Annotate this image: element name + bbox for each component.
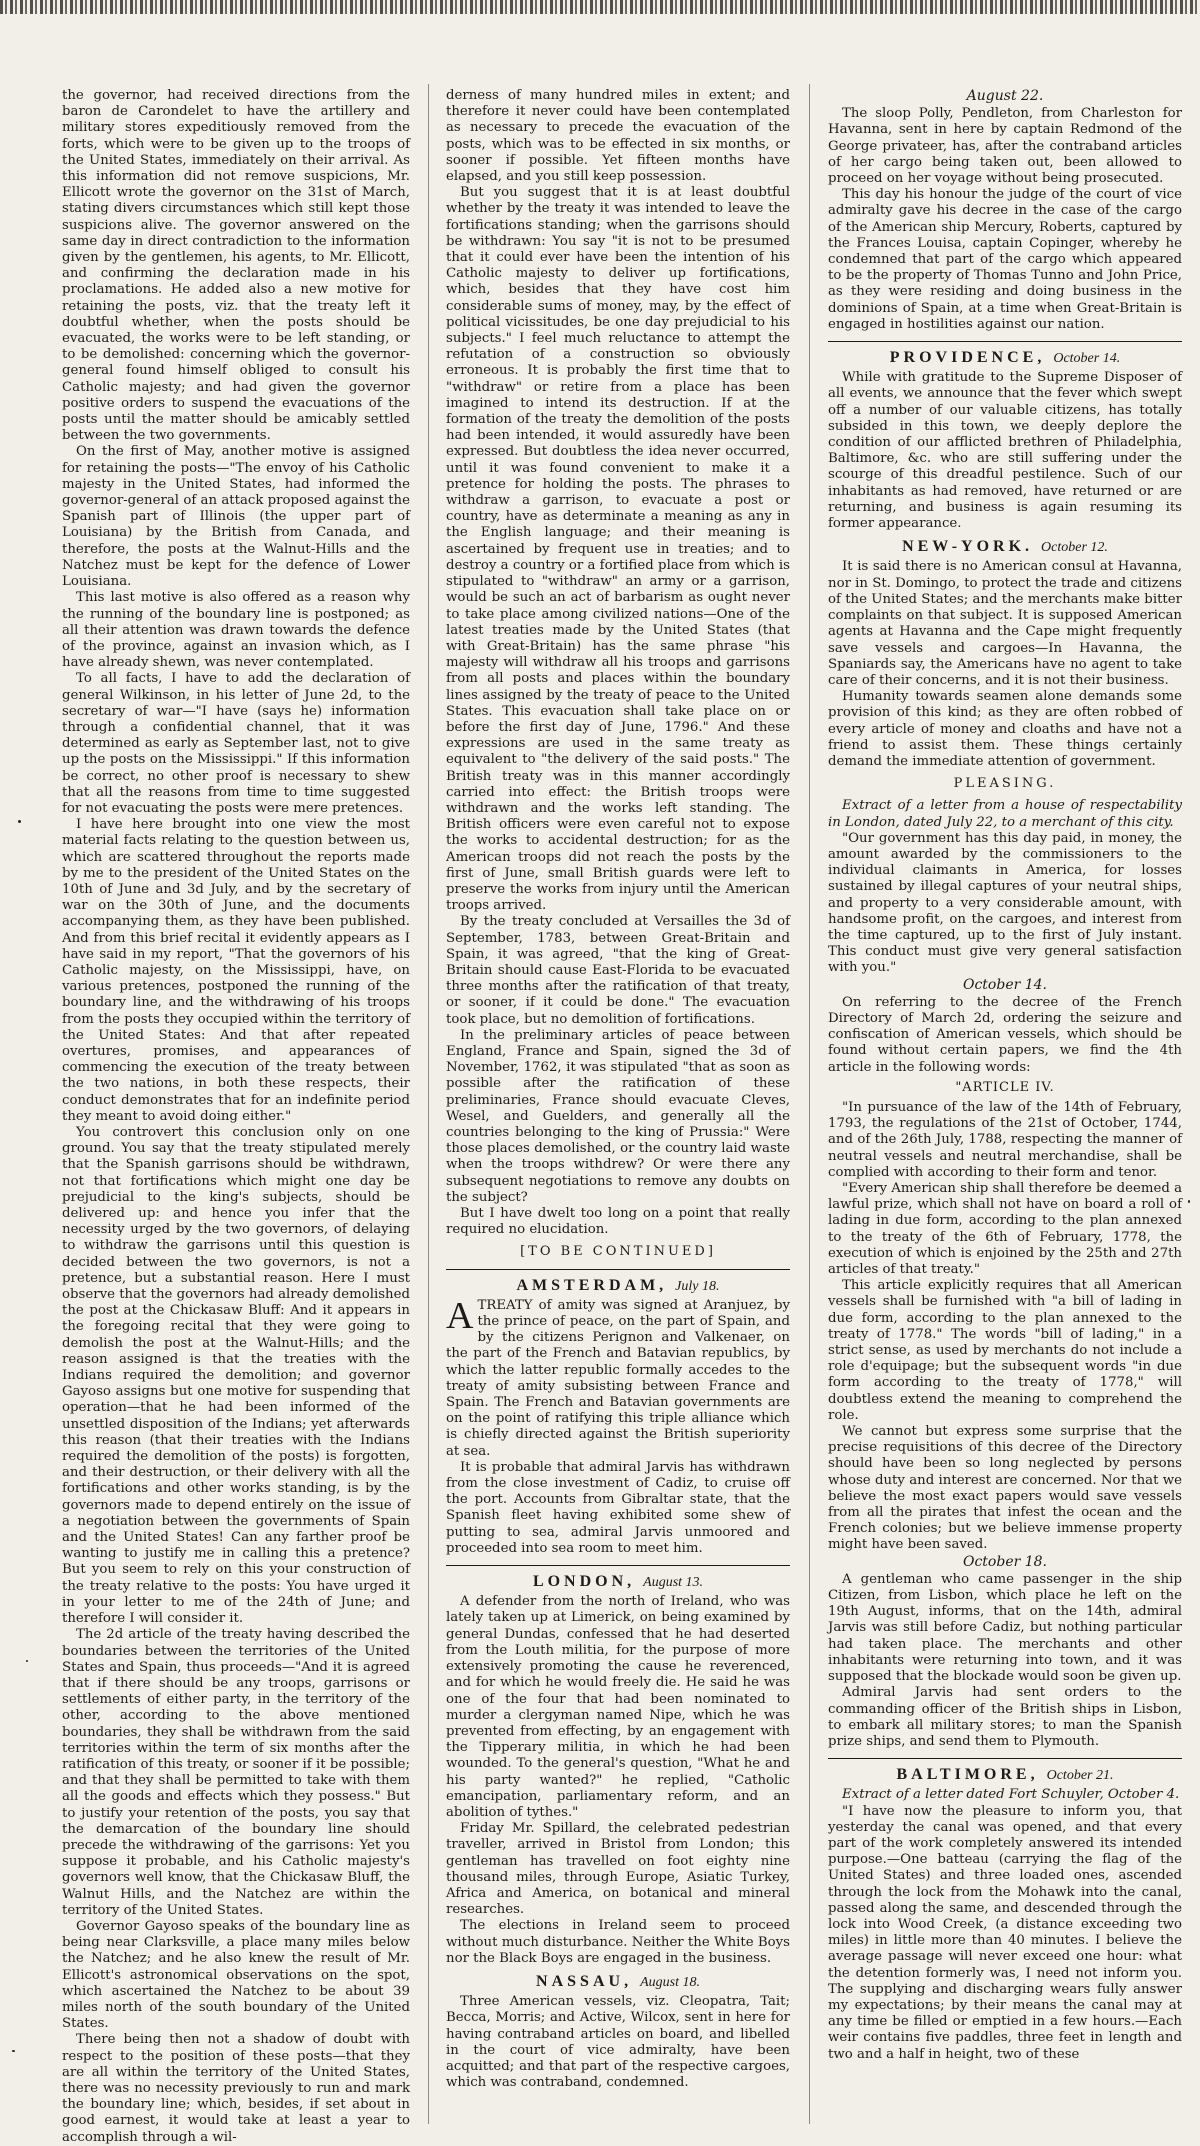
providence-dateline	[828, 350, 1182, 367]
col2-para: But you suggest that it is at least doubtful whether by the treaty it was intended to leave the fortifications standing; when the garrisons should be withdrawn: You say "it is not to be presumed that it could ever have been the intention of his Catholic majesty to deliver up fortifications, which, besides that they have cost him considerable sums of money, may, by the effect of political vicissitudes, be one day prejudicial to his subjects." I feel much reluctance to attempt the refutation of a construction so obviously erroneous. It is probably the first time that to "withdraw" or retire from a place has been imagined to intend its destruction. If at the formation of the treaty the demolition of the posts had been intended, it would assuredly have been expressed. But doubtless the idea never occurred, until it was found convenient to make it a pretence for holding the posts. The phrases to withdraw a garrison, to evacuate a post or country, have as determinate a meaning as any in the English language; and their meaning is ascertained by frequent use in treaties; and to destroy a country or a fortified place from which is stipulated to "withdraw" an army or a garrison, would be such an act of barbarism as ought never to take place among civilized nations—One of the latest treaties made by the United States (that with Great-Britain) has the same phrase "his majesty will withdraw all his troops and garrisons from all posts and places within the boundary lines assigned by the treaty of peace to the United States. This evacuation shall take place on or before the first day of June, 1796." And these expressions are used in the same treaty as equivalent to "the delivery of the said posts." The British treaty was in this manner accordingly carried into effect: the British troops were withdrawn and the works left standing. The British officers were even careful not to expose the works to accidental destruction; for as the American troops did not reach the posts by the first of June, small British guards were left to preserve the works from injury until the American troops arrived.	[446, 185, 790, 914]
col1-para: You controvert this conclusion only on one ground. You say that the treaty stipulated merely that the Spanish garrisons should be withdrawn, not that fortifications which might one day be prejudicial to the king's subjects, should be delivered up: and hence you infer that the necessity urged by the two governors, of delaying to withdraw the garrisons until this question is decided between the two governors, is not a pretence, but a substantial reason. Here I must observe that the governors had already demolished the post at the Chickasaw Bluff: And it appears in the foregoing recital that they were going to demolish the post at the Walnut-Hills; and the reason assigned is that the treaties with the Indians required the demolition; and governor Gayoso assigns but one motive for suspending that operation—that he had been informed of the unsettled disposition of the Indians; yet afterwards this reason (that their treaties with the Indians required the demolition of the posts) is forgotten, and their destruction, or their delivery with all the fortifications and other works standing, is by the governors made to depend entirely on the issue of a negotiation between the governments of Spain and the United States! Can any farther proof be wanting to justify me in calling this a pretence? But you seem to rely on this your construction of the treaty relative to the posts: You have urged it in your letter to me of the 24th of June; and therefore I will consider it.	[62, 1125, 410, 1627]
london-place: LONDON,	[532, 1573, 636, 1591]
article-iv-head: "ARTICLE IV.	[955, 1079, 1055, 1095]
col2-para: derness of many hundred miles in extent; and therefore it never could have been contemplated as necessary to precede the evacuation of the posts, which was to be effected in six months, or sooner if possible. Yet fifteen months have elapsed, and you still keep possession.	[446, 88, 790, 185]
london-para: The elections in Ireland seem to proceed without much disturbance. Neither the White Boys nor the Black Boys are engaged in the business.	[446, 1918, 790, 1966]
col1-para: On the first of May, another motive is assigned for retaining the posts—"The envoy of his Catholic majesty in the United States, had informed the governor-general of an attack proposed against the Spanish part of Illinois (the upper part of Louisiana) by the British from Canada, and therefore, the posts at the Walnut-Hills and the Natchez must be kept for the defence of Lower Louisiana.	[62, 444, 410, 590]
amsterdam-para-text: TREATY of amity was signed at Aranjuez, by the prince of peace, on the part of Spain, and by the citizens Perignon and Valkenaer, on the part of the French and Batavian republics, by which the latter republic formally accedes to the treaty of amity subsisting between France and Spain. The French and Batavian governments are on the point of ratifying this triple alliance which is chiefly directed against the British superiority at sea.	[446, 1297, 790, 1459]
nassau-para: Three American vessels, viz. Cleopatra, Tait; Becca, Morris; and Active, Wilcox, sent in here for having contraband articles on board, and libelled in the court of vice admiralty, have been acquitted; and that part of the respective cargoes, which was contraband, condemned.	[446, 1994, 790, 2091]
london-dateline	[446, 1574, 790, 1591]
article-para: This article explicitly requires that all American vessels shall be furnished with "a bill of lading in due form, according to the plan annexed to the treaty of 1778." The words "bill of lading," in a strict sense, as used by merchants do not include a role d'equipage; but the subsequent words "in due form according to the treaty of 1778," will doubtless extend the meaning to comprehend the role.	[828, 1278, 1182, 1423]
col1-para: This last motive is also offered as a reason why the running of the boundary line is postponed; as all their attention was drawn towards the defence of the province, against an invasion which, as I have already shewn, was never contemplated.	[62, 590, 410, 671]
column-3	[828, 88, 1182, 2063]
col1-para: There being then not a shadow of doubt with respect to the position of these posts—that they are all within the territory of the United States, there was no necessity previously to run and mark the boundary line; which, besides, if set about in good earnest, it would take at least a year to accomplish through a wil-	[62, 2032, 410, 2145]
col1-para: To all facts, I have to add the declaration of general Wilkinson, in his letter of June 2d, to the secretary of war—"I have (says he) information through a confidential channel, that it was determined as early as September last, not to give up the posts on the Mississippi." If this information be correct, no other proof is necessary to shew that all the reasons from time to time suggested for not evacuating the posts were mere pretences.	[62, 671, 410, 816]
nassau-dateline	[446, 1974, 790, 1991]
providence-para: While with gratitude to the Supreme Disposer of all events, we announce that the fever which swept off a number of our valuable citizens, has totally subsided in this town, we deeply deplore the condition of our afflicted brethren of Philadelphia, Baltimore, &c. who are still suffering under the scourge of this dreadful pestilence. Such of our inhabitants as had removed, have returned or are returning, and business is again resuming its former appearance.	[828, 370, 1182, 532]
oct18-date: October 18.	[962, 1553, 1048, 1570]
oct14-para: On referring to the decree of the French Directory of March 2d, ordering the seizure and confiscation of American vessels, which should be found without certain papers, we find the 4th article in the following words:	[828, 994, 1182, 1075]
pleasing-extract: Extract of a letter from a house of respectability in London, dated July 22, to a merchant of this city.	[828, 798, 1182, 830]
newyork-place: NEW-YORK.	[902, 538, 1034, 556]
aug22-para: The sloop Polly, Pendleton, from Charleston for Havanna, sent in here by captain Redmond of the George privateer, has, after the contraband articles of her cargo being taken out, been allowed to proceed on her voyage without being prosecuted.	[828, 106, 1182, 187]
pleasing-para: "Our government has this day paid, in money, the amount awarded by the commissioners to the individual claimants in America, for losses sustained by illegal captures of your neutral ships, and property to a very considerable amount, with handsome profit, on the cargoes, and interest from the time captured, up to the first of July instant. This conduct must give very general satisfaction with you."	[828, 830, 1182, 976]
section-rule	[446, 1565, 790, 1566]
column-1	[62, 88, 410, 2146]
section-rule	[828, 341, 1182, 342]
pleasing-head: PLEASING.	[953, 776, 1057, 792]
col1-para: I have here brought into one view the most material facts relating to the question between us, which are scattered throughout the reports made by me to the president of the United States on the 10th of June and 3d July, and by the secretary of war on the 30th of June, and the documents accompanying them, as they have been published. And from this brief recital it evidently appears as I have said in my report, "That the governors of his Catholic majesty, on the Mississippi, have, on various pretences, postponed the running of the boundary line, and the withdrawing of his troops from the posts they occupied within the territory of the United States: And that after repeated overtures, promises, and appearances of commencing the execution of the treaty between the two nations, in both these respects, their conduct demonstrates that for an indefinite period they meant to avoid doing either."	[62, 817, 410, 1124]
col2-para: By the treaty concluded at Versailles the 3d of September, 1783, between Great-Britain and Spain, it was agreed, "that the king of Great-Britain should cause East-Florida to be evacuated three months after the ratification of that treaty, or sooner, if it could be done." The evacuation took place, but no demolition of fortifications.	[446, 914, 790, 1027]
newyork-date: October 12.	[1041, 540, 1108, 556]
baltimore-place: BALTIMORE,	[896, 1766, 1039, 1784]
col2-para: But I have dwelt too long on a point that really required no elucidation.	[446, 1206, 790, 1238]
aug22-para: This day his honour the judge of the court of vice admiralty gave his decree in the case of the cargo of the American ship Mercury, Roberts, captured by the Frances Louisa, captain Copinger, whereby he condemned that part of the cargo which appeared to be the property of Thomas Tunno and John Price, as they were residing and doing business in the dominions of Spain, at a time when Great-Britain is engaged in hostilities against our nation.	[828, 187, 1182, 332]
paper-speck	[18, 820, 21, 823]
amsterdam-dateline	[446, 1278, 790, 1295]
col1-para: The 2d article of the treaty having described the boundaries between the territories of the United States and Spain, thus proceeds—"And it is agreed that if there should be any troops, garrisons or settlements of either party, in the territory of the other, according to the above mentioned boundaries, they shall be withdrawn from the said territories within the term of six months after the ratification of this treaty, or sooner if it be possible; and that they shall be permitted to take with them all the goods and effects which they possess." But to justify your retention of the posts, you say that the demarcation of the boundary line should precede the withdrawing of the garrisons: Yet you suppose it probable, and his Catholic majesty's governors well know, that the Chickasaw Bluff, the Walnut Hills, and the Natchez are within the territory of the United States.	[62, 1627, 410, 1918]
london-para: Friday Mr. Spillard, the celebrated pedestrian traveller, arrived in Bristol from London; this gentleman has travelled on foot eighty nine thousand miles, through Europe, Asiatic Turkey, Africa and America, on botanical and mineral researches.	[446, 1821, 790, 1918]
oct18-para: Admiral Jarvis had sent orders to the commanding officer of the British ships in Lisbon, to embark all military stores; to man the Spanish prize ships, and send them to Plymouth.	[828, 1685, 1182, 1749]
nassau-date: August 18.	[640, 1974, 700, 1990]
paper-speck	[26, 1660, 28, 1662]
amsterdam-date: July 18.	[675, 1278, 720, 1294]
paper-speck	[12, 2050, 15, 2052]
col1-para: the governor, had received directions from the baron de Carondelet to have the artillery and military stores expeditiously removed from the forts, which were to be given up to the troops of the United States, immediately on their arrival. As this information did not remove suspicions, Mr. Ellicott wrote the governor on the 31st of March, stating divers circumstances which still kept those suspicions alive. The governor answered on the same day in direct contradiction to the information given by the gentlemen, his agents, to Mr. Ellicott, and confirming the declaration made in his proclamations. He added also a new motive for retaining the posts, viz. that the treaty left it doubtful whether, when the posts should be evacuated, the works were to be left standing, or to be demolished: concerning which the governor-general found himself obliged to consult his Catholic majesty; and had given the governor positive orders to suspend the evacuations of the posts until the matter should be amicably settled between the two governments.	[62, 88, 410, 444]
paper-speck	[1188, 1200, 1190, 1203]
article-para: We cannot but express some surprise that the precise requisitions of this decree of the Directory should have been so long neglected by persons whose duty and interest are concerned. Nor that we believe the most exact papers would save vessels from all the pirates that infest the ocean and the French colonies; but we believe immense property might have been saved.	[828, 1424, 1182, 1553]
col2-para: In the preliminary articles of peace between England, France and Spain, signed the 3d of November, 1762, it was stipulated "that as soon as possible after the ratification of these preliminaries, France should evacuate Cleves, Wesel, and Guelders, and generally all the countries belonging to the king of Prussia:" Were those places demolished, or the country laid waste when the troops withdrew? Or were there any subsequent negotiations to remove any doubts on the subject?	[446, 1027, 790, 1205]
london-para: A defender from the north of Ireland, who was lately taken up at Limerick, on being examined by general Dundas, confessed that he had deserted from the Louth militia, for the purpose of more extensively promoting the cause he reverenced, and for which he would freely die. He said he was one of the four that had been nominated to murder a clergyman named Nipe, which he was prevented from effecting, by an engagement with the Tipperary militia, in which he had been wounded. To the general's question, "What he and his party wanted?" he replied, "Catholic emancipation, parliamentary reform, and an abolition of tythes."	[446, 1594, 790, 1820]
newyork-dateline	[828, 539, 1182, 556]
oct18-para: A gentleman who came passenger in the ship Citizen, from Lisbon, which place he left on the 19th August, informs, that on the 14th, admiral Jarvis was still before Cadiz, but nothing particular had taken place. The merchants and other inhabitants were returning into town, and it was supposed that the blockade would soon be given up.	[828, 1571, 1182, 1685]
providence-date: October 14.	[1053, 351, 1121, 367]
aug22-date: August 22.	[966, 88, 1044, 104]
article-para: "In pursuance of the law of the 14th of February, 1793, the regulations of the 21st of October, 1744, and of the 26th July, 1788, respecting the manner of neutral vessels and neutral merchandise, shall be complied with according to their form and tenor.	[828, 1099, 1182, 1180]
page-top-border	[0, 0, 1200, 14]
column-2	[446, 88, 790, 2091]
baltimore-extract: Extract of a letter dated Fort Schuyler, October 4.	[842, 1787, 1180, 1803]
column-rule-1	[428, 84, 429, 2124]
column-rule-2	[809, 84, 810, 2124]
london-date: August 13.	[643, 1575, 704, 1591]
newyork-para: Humanity towards seamen alone demands some provision of this kind; as they are often robbed of every article of money and cloaths and have not a friend to assist them. These things certainly demand the immediate attention of government.	[828, 689, 1182, 769]
baltimore-para: "I have now the pleasure to inform you, that yesterday the canal was opened, and that every part of the work completely answered its intended purpose.—One batteau (carrying the flag of the United States) and three loaded ones, ascended through the lock from the Mohawk into the canal, passed along the same, and descended through the lock into Wood Creek, (a distance exceeding two miles) in little more than 40 minutes. I believe the average passage will never exceed one hour: what the detention formerly was, I need not inform you. The supplying and discharging wears fully answer my expectations; by their means the canal may at any time be filled or emptied in a few hours.—Each weir contains five paddles, three feet in length and two and a half in height, two of these	[828, 1803, 1182, 2062]
section-rule	[446, 1269, 790, 1270]
providence-place: PROVIDENCE,	[889, 349, 1046, 367]
section-rule	[828, 1758, 1182, 1759]
newspaper-page	[62, 20, 1182, 2145]
amsterdam-para	[446, 1294, 790, 1460]
baltimore-dateline	[828, 1767, 1182, 1784]
oct14-date: October 14.	[962, 976, 1048, 993]
baltimore-date: October 21.	[1046, 1768, 1114, 1784]
newyork-para: It is said there is no American consul at Havanna, nor in St. Domingo, to protect the trade and citizens of the United States; and the merchants make bitter complaints on that subject. It is supposed American agents at Havanna and the Cape might frequently save vessels and cargoes—In Havanna, the Spaniards say, the Americans have no agent to take care of their concerns, and it is not their business.	[828, 559, 1182, 688]
amsterdam-place: AMSTERDAM,	[516, 1276, 668, 1294]
to-be-continued: [TO BE CONTINUED]	[520, 1244, 716, 1260]
col1-para: Governor Gayoso speaks of the boundary line as being near Clarksville, a place many miles below the Natchez; and he also knew the result of Mr. Ellicott's astronomical observations on the spot, which ascertained the Natchez to be about 39 miles north of the south boundary of the United States.	[62, 1918, 410, 2032]
nassau-place: NASSAU,	[536, 1972, 633, 1990]
article-para: "Every American ship shall therefore be deemed a lawful prize, which shall not have on board a roll of lading in due form, according to the plan annexed to the treaty of the 6th of February, 1778, the execution of which is enjoined by the 25th and 27th articles of that treaty."	[828, 1181, 1182, 1278]
amsterdam-para: It is probable that admiral Jarvis has withdrawn from the close investment of Cadiz, to cruise off the port. Accounts from Gibraltar state, that the Spanish fleet having exhibited some shew of putting to sea, admiral Jarvis unmoored and proceeded into sea room to meet him.	[446, 1459, 790, 1556]
drop-cap-a: A	[446, 1294, 474, 1337]
